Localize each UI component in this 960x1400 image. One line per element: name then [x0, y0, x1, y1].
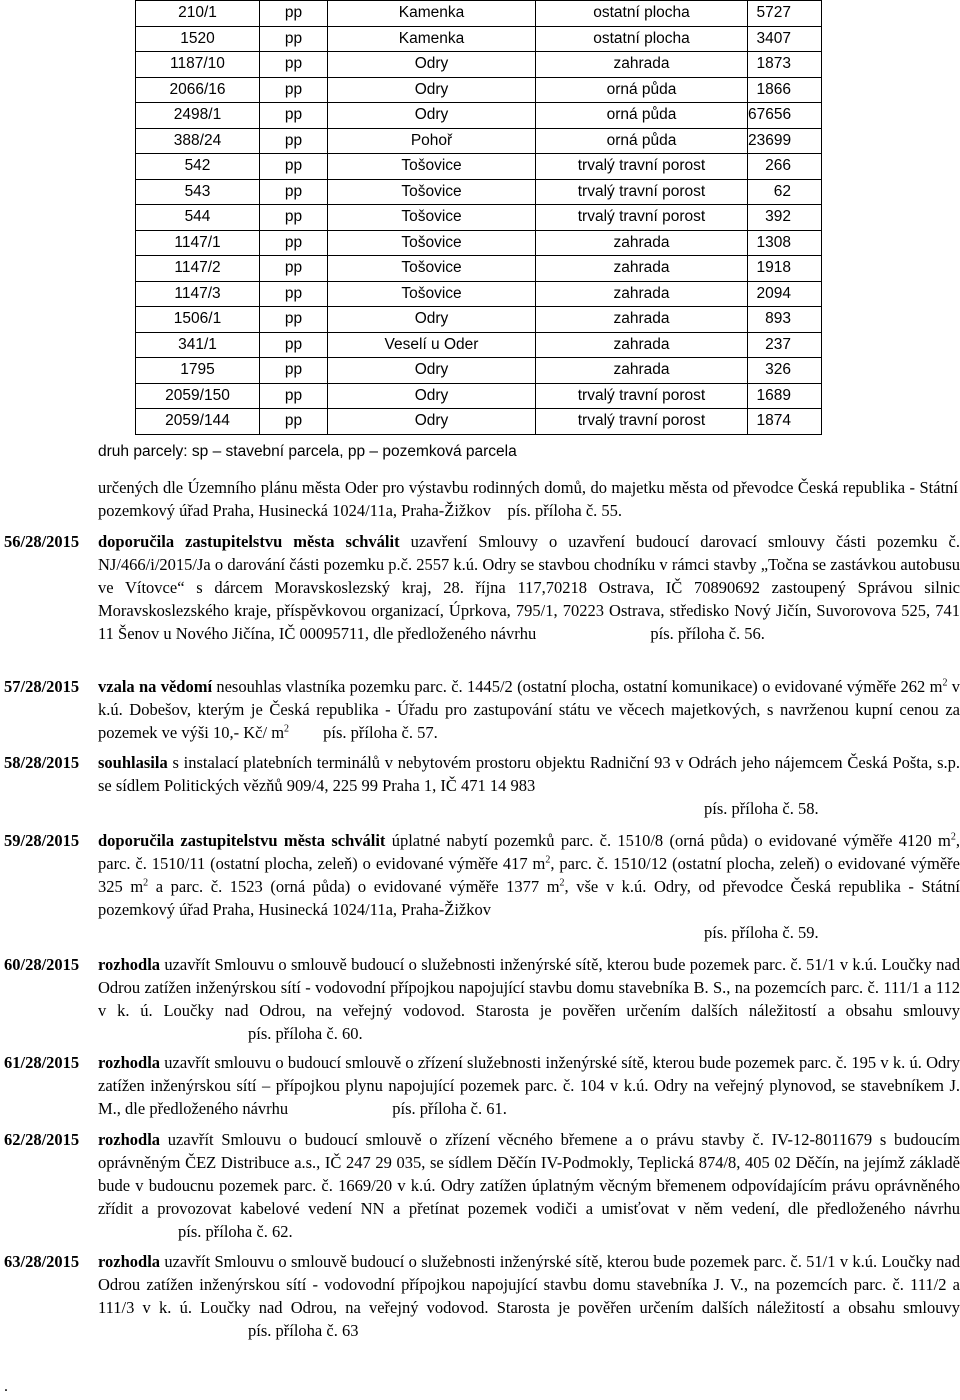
area-value: 1918 — [748, 256, 822, 282]
resolution-61 — [4, 1051, 960, 1120]
continuation-text: určených dle Územního plánu města Oder pro výstavbu rodinných domů, do majetku města od převodce Česká republika - Státní pozemkový úřad Praha, Husinecká 1024/11a, Praha-Žižkov — [98, 478, 958, 520]
area-value: 62 — [748, 179, 822, 205]
parcel-row — [136, 307, 822, 333]
attachment-ref: pís. příloha č. 62. — [178, 1222, 293, 1241]
cadastral-area: Tošovice — [328, 230, 536, 256]
resolution-60 — [4, 953, 960, 1045]
resolution-body — [98, 953, 960, 1045]
resolution-text: uzavřít Smlouvu o smlouvě budoucí o služebnosti inženýrské sítě, kterou bude pozemek parc. č. 51/1 v k.ú. Loučky nad Odrou zatížen inženýrskou sítí - vodovodní přípojkou napojující stavbu domu stavebníka J. V., na pozemcích parc. č. 111/2 a 111/3 v k. ú. Loučky nad Odrou, na veřejný vodovod. Starosta je pověřen určením dalších náležitostí a obsahu smlouvy — [98, 1252, 960, 1317]
parcel-row — [136, 205, 822, 231]
cadastral-area: Odry — [328, 409, 536, 435]
resolution-text: s instalací platebních terminálů v nebytovém prostoru objektu Radniční 93 v Odrách jeho nájemcem Česká Pošta, s.p. se sídlem Politických vězňů 909/4, 225 99 Praha 1, IČ 471 14 983 — [98, 753, 960, 795]
attachment-ref: pís. příloha č. 60. — [248, 1024, 363, 1043]
parcel-type: pp — [260, 205, 328, 231]
resolution-body — [98, 675, 960, 744]
area-value: 1874 — [748, 409, 822, 435]
cadastral-area: Pohoř — [328, 128, 536, 154]
area-value: 2094 — [748, 281, 822, 307]
resolution-verb: souhlasila — [98, 753, 168, 772]
resolution-verb: vzala na vědomí — [98, 677, 213, 696]
cadastral-area: Tošovice — [328, 179, 536, 205]
parcel-type: pp — [260, 103, 328, 129]
cadastral-area: Tošovice — [328, 205, 536, 231]
parcel-type: pp — [260, 128, 328, 154]
resolution-text-c: , parc. č. 1510/12 (ostatní plocha, zeleň) o evidované výměře 325 m — [98, 854, 960, 896]
cadastral-area: Odry — [328, 103, 536, 129]
parcel-row — [136, 128, 822, 154]
parcel-type: pp — [260, 77, 328, 103]
area-value: 3407 — [748, 26, 822, 52]
resolution-verb: rozhodla — [98, 1130, 161, 1149]
resolution-text-a: úplatné nabytí pozemků parc. č. 1510/8 (orná půda) o evidované výměře 4120 m — [391, 831, 951, 850]
resolution-body — [98, 530, 960, 645]
area-value: 326 — [748, 358, 822, 384]
resolution-verb: doporučila zastupitelstvu města schválit — [98, 831, 386, 850]
resolution-verb: rozhodla — [98, 1053, 161, 1072]
resolution-text-d: a parc. č. 1523 (orná půda) o evidované výměře 1377 m — [148, 877, 560, 896]
parcel-number: 1520 — [136, 26, 260, 52]
parcel-type: pp — [260, 307, 328, 333]
parcel-number: 544 — [136, 205, 260, 231]
attachment-ref: pís. příloha č. 58. — [704, 799, 819, 818]
parcel-number: 2059/144 — [136, 409, 260, 435]
parcel-row — [136, 179, 822, 205]
parcel-type: pp — [260, 281, 328, 307]
cadastral-area: Odry — [328, 307, 536, 333]
superscript: 2 — [284, 723, 290, 735]
parcel-table — [135, 0, 822, 435]
parcel-row — [136, 332, 822, 358]
parcel-type: pp — [260, 154, 328, 180]
parcel-number: 1147/1 — [136, 230, 260, 256]
resolution-text-b: , parc. č. 1510/11 (ostatní plocha, zeleň) o evidované výměře 417 m — [98, 831, 960, 873]
parcel-type: pp — [260, 358, 328, 384]
area-value: 893 — [748, 307, 822, 333]
parcel-row — [136, 77, 822, 103]
attachment-ref: pís. příloha č. 57. — [323, 723, 438, 742]
land-type: zahrada — [536, 52, 748, 78]
resolution-body — [98, 1250, 960, 1342]
superscript: 2 — [143, 877, 149, 889]
resolution-text-a: nesouhlas vlastníka pozemku parc. č. 1445/2 (ostatní plocha, ostatní komunikace) o evidované výměře 262 m — [216, 677, 943, 696]
resolution-id: 60/28/2015 — [4, 955, 80, 974]
resolution-text: uzavřít Smlouvu o smlouvě budoucí o služebnosti inženýrské sítě, kterou bude pozemek parc. č. 51/1 v k.ú. Loučky nad Odrou zatížen inženýrskou sítí - vodovodní přípojkou napojující stavbu domu stavebníka B. S., na pozemcích parc. č. 111/1 a 112 v k. ú. Loučky nad Odrou, na veřejný vodovod. Starosta je pověřen určením dalších náležitostí a obsahu smlouvy — [98, 955, 960, 1020]
attachment-ref: pís. příloha č. 55. — [507, 501, 623, 520]
land-type: trvalý travní porost — [536, 179, 748, 205]
parcel-number: 388/24 — [136, 128, 260, 154]
area-value: 1689 — [748, 383, 822, 409]
parcel-number: 2059/150 — [136, 383, 260, 409]
cadastral-area: Tošovice — [328, 256, 536, 282]
resolution-verb: doporučila zastupitelstvu města schválit — [98, 532, 400, 551]
land-type: zahrada — [536, 281, 748, 307]
parcel-row — [136, 103, 822, 129]
resolution-body — [98, 1051, 960, 1120]
parcel-type: pp — [260, 1, 328, 27]
area-value: 1873 — [748, 52, 822, 78]
resolution-62 — [4, 1128, 960, 1243]
parcel-number: 2498/1 — [136, 103, 260, 129]
parcel-type: pp — [260, 230, 328, 256]
land-type: trvalý travní porost — [536, 383, 748, 409]
area-value: 237 — [748, 332, 822, 358]
resolution-id: 61/28/2015 — [4, 1053, 80, 1072]
superscript: 2 — [950, 831, 956, 843]
cadastral-area: Tošovice — [328, 154, 536, 180]
cadastral-area: Odry — [328, 358, 536, 384]
parcel-number: 2066/16 — [136, 77, 260, 103]
resolution-63 — [4, 1250, 960, 1342]
cadastral-area: Veselí u Oder — [328, 332, 536, 358]
land-type: orná půda — [536, 128, 748, 154]
resolution-verb: rozhodla — [98, 1252, 161, 1271]
resolution-59 — [4, 829, 960, 944]
area-value: 23699 — [748, 128, 822, 154]
parcel-type-legend: druh parcely: sp – stavební parcela, pp – pozemková parcela — [98, 443, 517, 460]
resolution-id: 62/28/2015 — [4, 1130, 80, 1149]
attachment-ref: pís. příloha č. 63 — [248, 1321, 359, 1340]
land-type: zahrada — [536, 230, 748, 256]
superscript: 2 — [545, 854, 551, 866]
resolution-text-b: v k.ú. Dobešov, kterým je Česká republika - Úřadu pro zastupování státu ve věcech majetkových, s navrženou kupní cenou za pozemek ve výši 10,- Kč/ m — [98, 677, 960, 742]
parcel-type: pp — [260, 332, 328, 358]
parcel-row — [136, 256, 822, 282]
cadastral-area: Odry — [328, 52, 536, 78]
land-type: ostatní plocha — [536, 26, 748, 52]
parcel-row — [136, 358, 822, 384]
parcel-number: 1506/1 — [136, 307, 260, 333]
parcel-number: 341/1 — [136, 332, 260, 358]
resolution-57 — [4, 675, 960, 744]
land-type: trvalý travní porost — [536, 205, 748, 231]
parcel-row — [136, 230, 822, 256]
cadastral-area: Odry — [328, 77, 536, 103]
area-value: 1866 — [748, 77, 822, 103]
parcel-type: pp — [260, 26, 328, 52]
area-value: 67656 — [748, 103, 822, 129]
attachment-ref: pís. příloha č. 56. — [650, 624, 765, 643]
resolution-body — [98, 1128, 960, 1243]
parcel-number: 542 — [136, 154, 260, 180]
land-type: zahrada — [536, 358, 748, 384]
parcel-row — [136, 1, 822, 27]
parcel-type: pp — [260, 383, 328, 409]
parcel-row — [136, 281, 822, 307]
parcel-number: 1795 — [136, 358, 260, 384]
cadastral-area: Odry — [328, 383, 536, 409]
parcel-number: 1187/10 — [136, 52, 260, 78]
land-type: zahrada — [536, 307, 748, 333]
resolution-id: 57/28/2015 — [4, 677, 80, 696]
resolution-body — [98, 829, 960, 944]
parcel-type: pp — [260, 52, 328, 78]
land-type: orná půda — [536, 103, 748, 129]
resolution-text: uzavření Smlouvy o uzavření budoucí darovací smlouvy části pozemku č. NJ/466/i/2015/Ja o darování části pozemku p.č. 2557 k.ú. Odry se stavbou chodníku v rámci stavby „Točna se zastávkou autobusu ve Vítovce“ s dárcem Moravskoslezský kraj, 28. října 117,70218 Ostrava, IČ 70890692 zastoupený Správou silnic Moravskoslezského kraje, příspěvkovou organizací, Úprkova, 795/1, 70223 Ostrava, středisko Nový Jičín, Suvorovova 525, 741 11 Šenov u Nového Jičína, IČ 00095711, dle předloženého návrhu — [98, 532, 960, 643]
attachment-ref: pís. příloha č. 61. — [392, 1099, 507, 1118]
land-type: zahrada — [536, 256, 748, 282]
resolution-56 — [4, 530, 960, 645]
area-value: 1308 — [748, 230, 822, 256]
cadastral-area: Kamenka — [328, 1, 536, 27]
resolution-text: uzavřít smlouvu o budoucí smlouvě o zřízení služebnosti inženýrské sítě, kterou bude pozemek parc. č. 195 v k. ú. Odry zatížen inženýrskou sítí – přípojkou plynu napojující pozemek parc. č. 104 v k.ú. Odry na veřejný plynovod, se stavebníkem J. M., dle předloženého návrhu — [98, 1053, 960, 1118]
superscript: 2 — [559, 877, 565, 889]
parcel-row — [136, 26, 822, 52]
parcel-row — [136, 383, 822, 409]
parcel-type: pp — [260, 409, 328, 435]
resolution-58 — [4, 751, 960, 820]
parcel-number: 210/1 — [136, 1, 260, 27]
superscript: 2 — [942, 677, 948, 689]
parcel-row — [136, 409, 822, 435]
land-type: orná půda — [536, 77, 748, 103]
resolution-id: 59/28/2015 — [4, 831, 80, 850]
resolution-verb: rozhodla — [98, 955, 161, 974]
land-type: zahrada — [536, 332, 748, 358]
area-value: 392 — [748, 205, 822, 231]
resolution-text: uzavřít Smlouvu o budoucí smlouvě o zřízení věcného břemene a o právu stavby č. IV-12-8011679 s budoucím oprávněným ČEZ Distribuce a.s., IČ 247 29 035, se sídlem Děčín IV-Podmokly, Teplická 874/8, 405 02 Děčín, na jejímž základě bude v budoucnu pozemek parc. č. 1669/20 v k.ú. Odry zatížen úplatným věcným břemenem odpovídajícím právu oprávněného zřídit a provozovat kabelové vedení NN a přetínat pozemek vodiči a umisťovat v něm vedení, dle předloženého návrhu — [98, 1130, 960, 1218]
parcel-number: 1147/3 — [136, 281, 260, 307]
cadastral-area: Tošovice — [328, 281, 536, 307]
parcel-type: pp — [260, 179, 328, 205]
cadastral-area: Kamenka — [328, 26, 536, 52]
resolution-id: 58/28/2015 — [4, 753, 80, 772]
area-value: 266 — [748, 154, 822, 180]
land-type: trvalý travní porost — [536, 154, 748, 180]
parcel-rows — [136, 1, 822, 435]
land-type: ostatní plocha — [536, 1, 748, 27]
parcel-type: pp — [260, 256, 328, 282]
attachment-ref: pís. příloha č. 59. — [704, 923, 819, 942]
parcel-row — [136, 52, 822, 78]
resolution-text-e: , vše v k.ú. Odry, od převodce Česká republika - Státní pozemkový úřad Praha, Husinecká 1024/11a, Praha-Žižkov — [98, 877, 960, 919]
area-value: 5727 — [748, 1, 822, 27]
resolution-body — [98, 751, 960, 820]
resolution-id: 63/28/2015 — [4, 1252, 80, 1271]
resolution-id: 56/28/2015 — [4, 532, 80, 551]
continuation-paragraph — [98, 476, 958, 522]
parcel-row — [136, 154, 822, 180]
parcel-number: 1147/2 — [136, 256, 260, 282]
land-type: trvalý travní porost — [536, 409, 748, 435]
page-end-mark: . — [4, 1378, 8, 1395]
parcel-number: 543 — [136, 179, 260, 205]
